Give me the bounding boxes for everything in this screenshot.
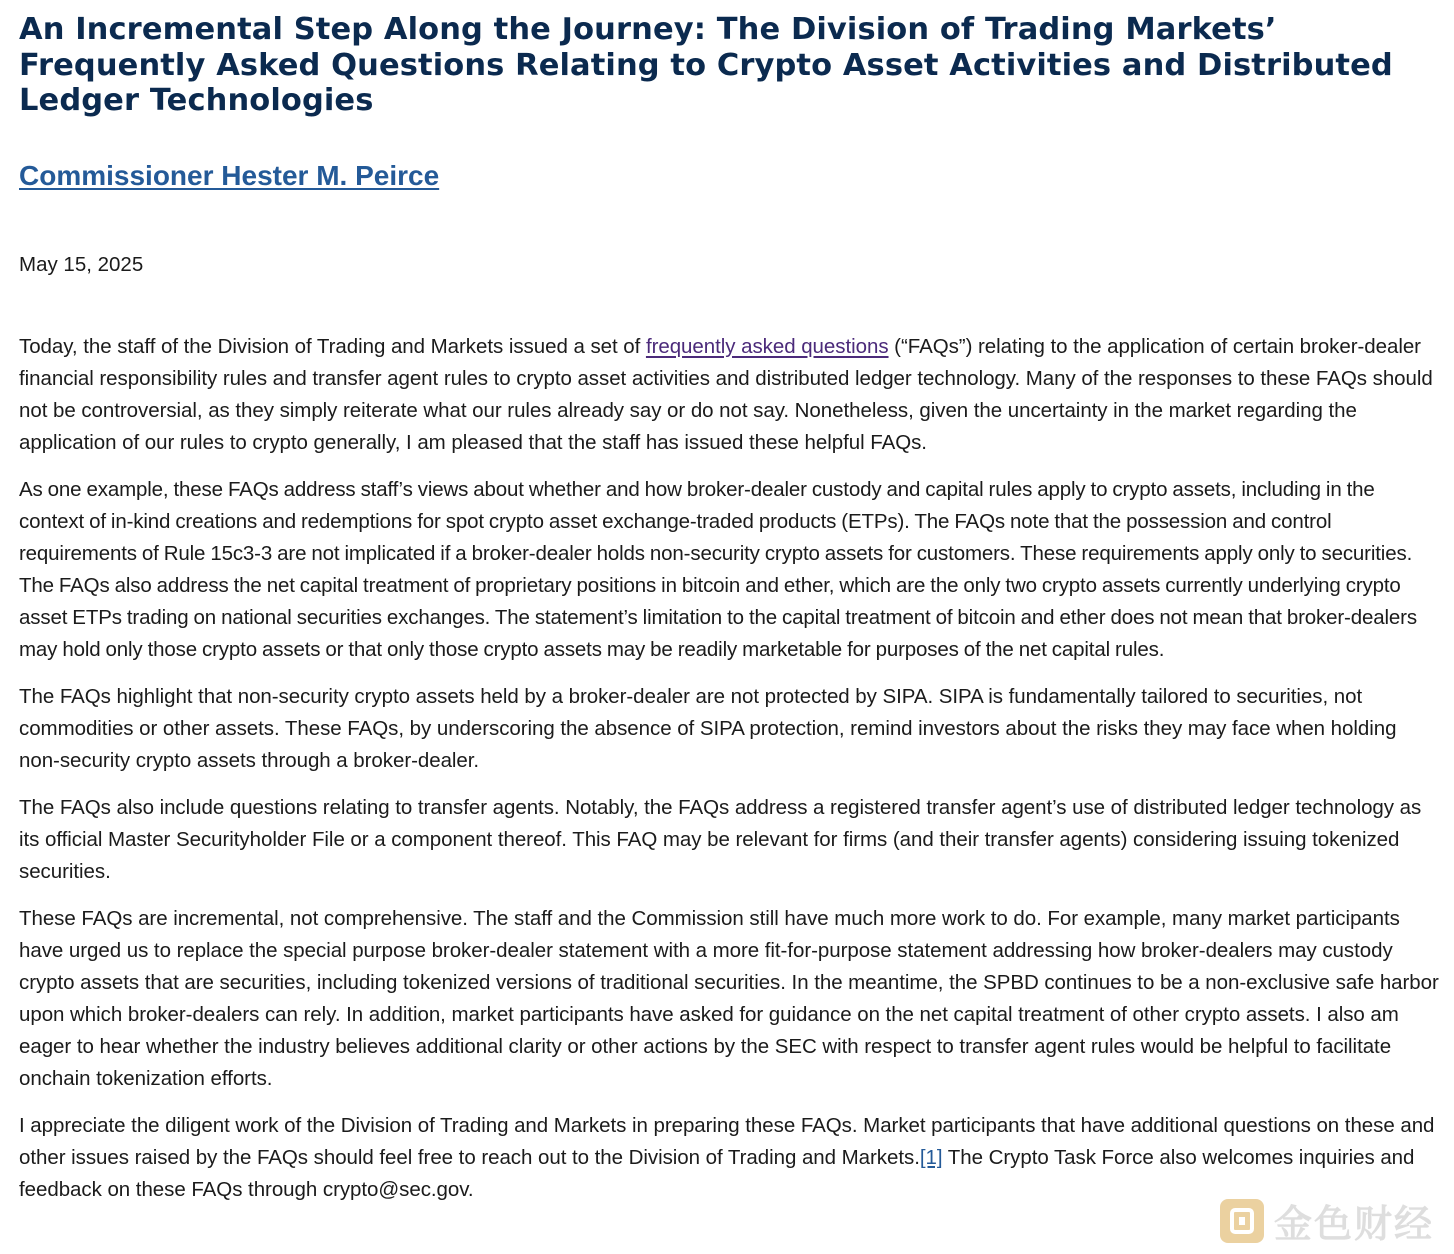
- watermark-text: 金色财经: [1273, 1202, 1434, 1246]
- golden-finance-logo-icon: [1220, 1199, 1264, 1243]
- statement-body: [19, 331, 1439, 1206]
- paragraph-1: [19, 331, 1439, 459]
- paragraph-2: As one example, these FAQs address staff’s views about whether and how broker-dealer custody and capital rules apply to crypto assets, including in the context of in-kind creations and redemptions for spot crypto asset exchange-traded products (ETPs). The FAQs note that the possession and control requirements of Rule 15c3-3 are not implicated if a broker-dealer holds non-security crypto assets for customers. These requirements apply only to securities. The FAQs also address the net capital treatment of proprietary positions in bitcoin and ether, which are the only two crypto assets currently underlying crypto asset ETPs trading on national securities exchanges. The statement’s limitation to the capital treatment of bitcoin and ether does not mean that broker-dealers may hold only those crypto assets or that only those crypto assets may be readily marketable for purposes of the net capital rules.: [19, 477, 1417, 661]
- paragraph-1-text-after: (“FAQs”) relating to the application of certain broker-dealer financial responsibility rules and transfer agent rules to crypto asset activities and distributed ledger technology. Many of the responses to these FAQs should not be controversial, as they simply reiterate what our rules already say or do not say. Nonetheless, given the uncertainty in the market regarding the application of our rules to crypto generally, I am pleased that the staff has issued these helpful FAQs.: [19, 334, 1433, 454]
- paragraph-3: The FAQs highlight that non-security crypto assets held by a broker-dealer are not protected by SIPA. SIPA is fundamentally tailored to securities, not commodities or other assets. These FAQs, by underscoring the absence of SIPA protection, remind investors about the risks they may face when holding non-security crypto assets through a broker-dealer.: [19, 684, 1397, 772]
- paragraph-6-text-after: The Crypto Task Force also welcomes inquiries and feedback on these FAQs through crypto@sec.gov.: [19, 1145, 1415, 1201]
- statement-page: [19, 0, 1439, 1221]
- footnote-link-1[interactable]: [1]: [919, 1145, 943, 1169]
- page-title: An Incremental Step Along the Journey: The Division of Trading Markets’ Frequently Asked Questions Relating to Crypto Asset Activities and Distributed Ledger Technologies: [19, 12, 1393, 118]
- paragraph-6: [19, 1110, 1439, 1206]
- author-byline: [19, 159, 1439, 193]
- faq-link[interactable]: frequently asked questions: [645, 334, 889, 358]
- watermark: [1220, 1193, 1434, 1248]
- paragraph-1-text-before: Today, the staff of the Division of Trading and Markets issued a set of: [19, 334, 646, 358]
- paragraph-4: The FAQs also include questions relating to transfer agents. Notably, the FAQs address a registered transfer agent’s use of distributed ledger technology as its official Master Securityholder File or a component thereof. This FAQ may be relevant for firms (and their transfer agents) considering issuing tokenized securities.: [19, 795, 1422, 883]
- paragraph-6-text-before: I appreciate the diligent work of the Division of Trading and Markets in preparing these FAQs. Market participants that have additional questions on these and other issues raised by the FAQs should feel free to reach out to the Division of Trading and Markets.: [19, 1113, 1435, 1169]
- paragraph-5: These FAQs are incremental, not comprehensive. The staff and the Commission still have much more work to do. For example, many market participants have urged us to replace the special purpose broker-dealer statement with a more fit-for-purpose statement addressing how broker-dealers may custody crypto assets that are securities, including tokenized versions of traditional securities. In the meantime, the SPBD continues to be a non-exclusive safe harbor upon which broker-dealers can rely. In addition, market participants have asked for guidance on the net capital treatment of other crypto assets. I also am eager to hear whether the industry believes additional clarity or other actions by the SEC with respect to transfer agent rules would be helpful to facilitate onchain tokenization efforts.: [19, 906, 1439, 1090]
- publish-date: May 15, 2025: [19, 252, 144, 276]
- author-link[interactable]: Commissioner Hester M. Peirce: [19, 159, 440, 191]
